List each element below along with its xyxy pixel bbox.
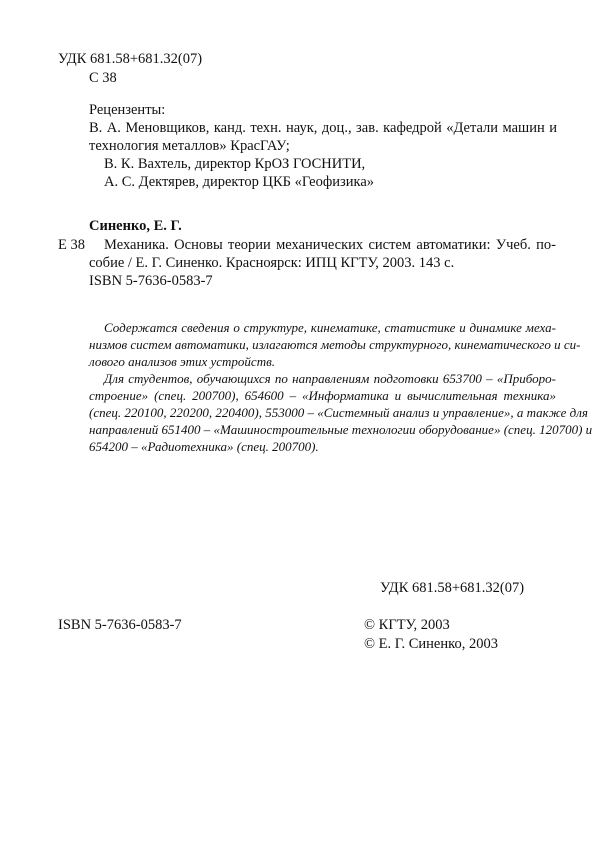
reviewer-2: В. К. Вахтель, директор КрОЗ ГОСНИТИ, — [104, 156, 366, 172]
author-mark-top: С 38 — [89, 70, 117, 86]
udk-top: УДК 681.58+681.32(07) — [58, 51, 203, 67]
reviewer-1-line-2: технология металлов» КрасГАУ; — [89, 138, 290, 154]
abstract-p2-line-5: 654200 – «Радиотехника» (спец. 200700). — [89, 439, 319, 454]
reviewer-1-line-1: В. А. Меновщиков, канд. техн. наук, доц., зав. кафедрой «Детали машин и — [89, 120, 557, 136]
abstract-p2-line-3: (спец. 220100, 220200, 220400), 553000 – «Системный анализ и управление», а также для — [89, 405, 588, 420]
footer-udk: УДК 681.58+681.32(07) — [380, 580, 525, 596]
abstract-p1-line-2: низмов систем автоматики, излагаются методы структурного, кинематического и си- — [89, 337, 581, 352]
catalog-isbn: ISBN 5-7636-0583-7 — [89, 273, 213, 289]
catalog-mark: Е 38 — [58, 237, 85, 253]
catalog-title-line-2: собие / Е. Г. Синенко. Красноярск: ИПЦ КГТУ, 2003. 143 с. — [89, 255, 455, 271]
catalog-author: Синенко, Е. Г. — [89, 218, 182, 234]
abstract-p1-line-3: лового анализов этих устройств. — [89, 354, 275, 369]
reviewer-3: А. С. Дектярев, директор ЦКБ «Геофизика» — [104, 174, 375, 190]
copyright-kgtu: © КГТУ, 2003 — [364, 617, 450, 633]
abstract-p2-line-4: направлений 651400 – «Машиностроительные технологии оборудование» (спец. 120700) и — [89, 422, 593, 437]
footer-isbn: ISBN 5-7636-0583-7 — [58, 617, 182, 633]
catalog-title-line-1: Механика. Основы теории механических систем автоматики: Учеб. по- — [104, 237, 556, 253]
abstract-p1-line-1: Содержатся сведения о структуре, кинематике, статистике и динамике меха- — [104, 320, 556, 335]
abstract-p2-line-1: Для студентов, обучающихся по направлениям подготовки 653700 – «Приборо- — [104, 371, 556, 386]
abstract-p2-line-2: строение» (спец. 200700), 654600 – «Информатика и вычислительная техника» — [89, 388, 556, 403]
copyright-author: © Е. Г. Синенко, 2003 — [364, 636, 498, 652]
reviewers-heading: Рецензенты: — [89, 102, 166, 118]
